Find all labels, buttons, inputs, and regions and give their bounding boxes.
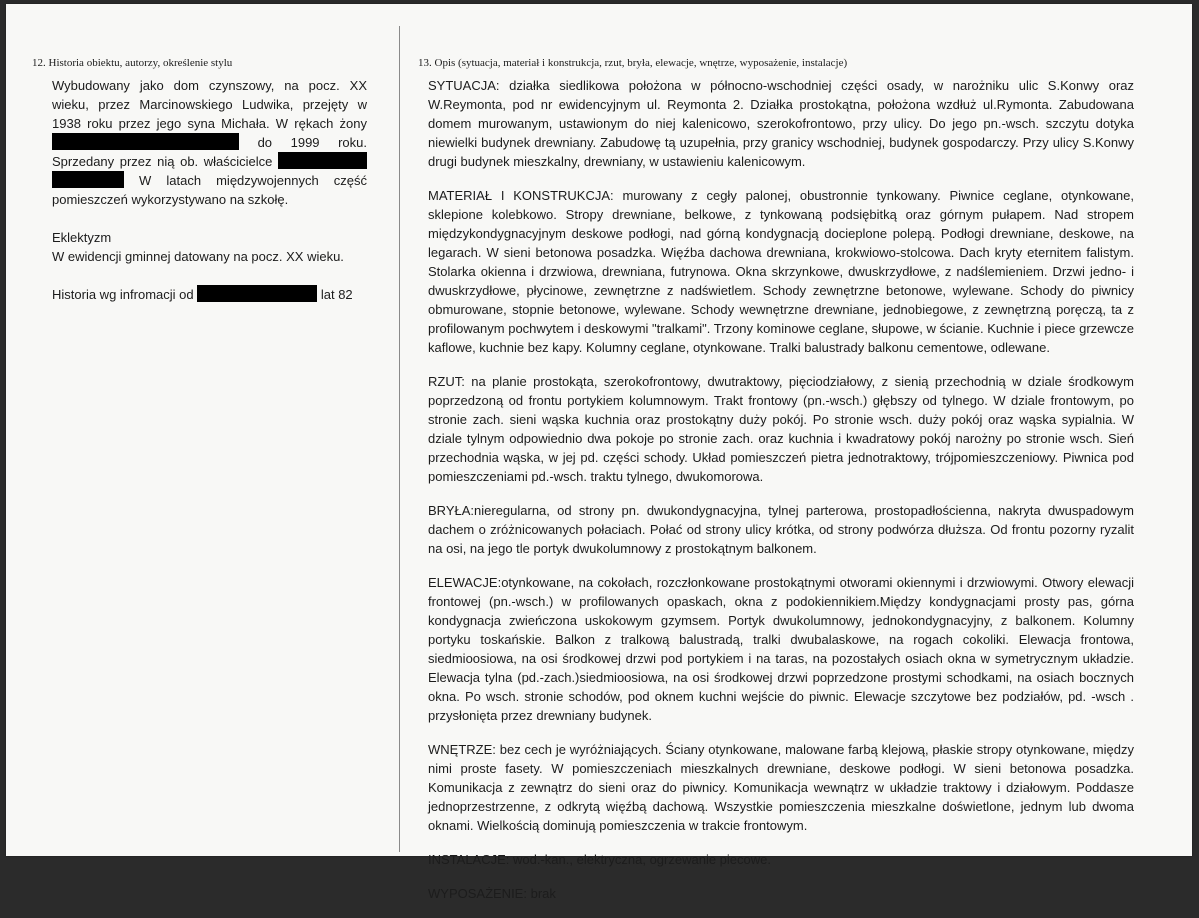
style-text: W ewidencji gminnej datowany na pocz. XX wieku.: [52, 249, 344, 264]
redaction-box: [197, 285, 317, 302]
section-heading: SYTUACJA:: [428, 78, 500, 93]
style-paragraph: [52, 228, 367, 266]
history-text-1: Wybudowany jako dom czynszowy, na pocz. XX wieku, przez Marcinowskiego Ludwika, przejęty w 1938 roku przez jego syna Michała. W rękach żony: [52, 78, 367, 131]
section-heading: INSTALACJE:: [428, 852, 510, 867]
section-heading: ELEWACJE:: [428, 575, 502, 590]
description-title: 13. Opis (sytuacja, materiał i konstrukcja, rzut, bryła, elewacje, wnętrze, wyposażenie, instalacje): [418, 57, 848, 69]
history-title: 12. Historia obiektu, autorzy, określenie stylu: [32, 57, 233, 69]
source-paragraph: [52, 285, 367, 304]
section-text: wod.-kan., elektryczna, ogrzewanie piecowe.: [513, 852, 771, 867]
section-elevations: [428, 573, 1134, 725]
style-label: Eklektyzm: [52, 230, 112, 245]
section-text: brak: [530, 886, 556, 901]
history-body: [52, 76, 367, 304]
source-prefix: Historia wg infromacji od: [52, 287, 194, 302]
section-installations: [428, 850, 1134, 869]
section-text: na planie prostokąta, szerokofrontowy, dwutraktowy, pięciodziałowy, z sienią przechodnią w dziale środkowym poprzedzoną od frontu portykiem kolumnowym. Trakt frontowy (pn.-wsch.) głębszy od tylnego. W dziale frontowym, po stronie zach. sieni wąska kuchnia oraz prostokątny duży pokój. Po stronie wsch. duży pokój oraz wąska sypialnia. W dziale tylnym odpowiednio dwa pokoje po stronie zach. oraz kuchnia i kwadratowy pokój narożny po stronie wsch. Sień przechodnia wąska, w jej pd. części schody. Układ pomieszczeń pietra jednotraktowy, trójpomieszczeniowy. Piwnica pod pomieszczeniami pd.-wsch. traktu tylnego, dwukomorowa.: [428, 374, 1134, 484]
section-text: działka siedlikowa położona w północno-wschodniej części osady, w narożniku ulic S.Konwy oraz W.Reymonta, pod nr ewidencyjnym ul. Reymonta 2. Działka prostokątna, położona wzdłuż ul.Rymonta. Zabudowana domem murowanym, ustawionym do niej kalenicowo, szerokofrontowo, przy ulicy. Do jego pn.-wsch. szczytu dotyka niewielki budynek drewniany. Zabudowę tą uzupełnia, przy granicy wschodniej, budynek gospodarczy. Przy ulicy S.Konwy drugi budynek mieszkalny, drewniany, w ustawieniu kalenicowym.: [428, 78, 1134, 169]
section-heading: RZUT:: [428, 374, 465, 389]
source-suffix: lat 82: [320, 287, 353, 302]
description-body: [428, 76, 1134, 903]
document-sheet: [6, 4, 1192, 901]
section-material: [428, 186, 1134, 357]
section-heading: WNĘTRZE:: [428, 742, 496, 757]
section-heading: WYPOSAŻENIE:: [428, 886, 527, 901]
history-text-2: do 1999 roku. Sprzedany przez nią ob. właścicielce: [52, 135, 367, 169]
description-column: [418, 56, 1134, 918]
section-text: otynkowane, na cokołach, rozczłonkowane prostokątnymi otworami okiennymi i drzwiowymi. Otwory elewacji frontowej (pn.-wsch.) w profilowanych opaskach, okna z podokiennikiem.Między kondygnacjami prosty pas, górna kondygnacja zwieńczona uskokowym gzymsem. Portyk dwukolumnowy, jednokondygnacyjny, z balkonem. Kolumny portyku toskańskie. Balkon z tralkową balustradą, tralki dwubalaskowe, na rogach cokoliki. Elewacja frontowa, siedmioosiowa, na osi środkowej drzwi pod portykiem i na taras, na pozostałych osiach okna w symetrycznym układzie. Elewacja tylna (pd.-zach.)siedmioosiowa, na osi środkowej drzwi poprzedzone prostymi schodkami, na osiach bocznych okna. Po wsch. stronie schodów, pod oknem kuchni wejście do piwnic. Elewacje szczytowe bez podziałów, pd. -wsch . przysłonięta przez drewniany budynek.: [428, 575, 1134, 723]
redaction-box: [278, 152, 367, 169]
section-form: [428, 501, 1134, 558]
section-text: nieregularna, od strony pn. dwukondygnacyjna, tylnej parterowa, prostopadłościenna, nakryta dwuspadowym dachem o zróżnicowanych połaciach. Połać od strony ulicy krótka, od strony podwórza dłuższa. Od frontu pozorny ryzalit na osi, na jego tle portyk dwukolumnowy z prostokątnym balkonem.: [428, 503, 1134, 556]
history-text-3: W latach międzywojennych część pomieszczeń wykorzystywano na szkołę.: [52, 173, 367, 207]
section-heading: MATERIAŁ I KONSTRUKCJA:: [428, 188, 614, 203]
section-text: murowany z cegły palonej, obustronnie tynkowany. Piwnice ceglane, otynkowane, sklepione kolebkowo. Stropy drewniane, belkowe, z tynkowaną podsiębitką oraz górnym pułapem. Nad stropem międzykondygnacyjnym deskowe podłogi, nad górną kondygnacją docieplone polepą. Podłogi drewniane, deskowe, na legarach. W sieni betonowa posadzka. Więźba dachowa drewniana, krokwiowo-stolcowa. Dach kryty eternitem falistym. Stolarka okienna i drzwiowa, drewniana, futrynowa. Okna skrzynkowe, dwuskrzydłowe, z nadślemieniem. Drzwi jedno- i dwuskrzydłowe, płycinowe, zewnętrzne z nadświetlem. Schody zewnętrzne betonowe, wylewane. Schody do piwnicy obmurowane, stopnie betonowe, wylewane. Schody wewnętrzne drewniane, jednobiegowe, z zewnętrzną poręczą, ta z profilowanym pochwytem i deskowymi "tralkami". Trzony kominowe ceglane, słupowe, w ścianie. Kuchnie i piece grzewcze kaflowe, kuchnie bez kapy. Kolumny ceglane, otynkowane. Tralki balustrady balkonu cementowe, odlewane.: [428, 188, 1134, 355]
redaction-box: [52, 171, 124, 188]
redaction-box: [52, 133, 239, 150]
section-text: bez cech je wyróżniających. Ściany otynkowane, malowane farbą klejową, płaskie stropy otynkowane, między nimi proste fasety. W pomieszczeniach mieszkalnych drewniane, deskowe podłogi. W sieni betonowa posadzka. Komunikacja z zewnątrz do sieni oraz do piwnicy. Komunikacja wewnątrz w układzie traktowy i działowym. Poddasze jednoprzestrzenne, z odkrytą więźbą dachową. Wszystkie pomieszczenia mieszkalne doświetlone, jednym lub dwoma oknami. Wielkością dominują pomieszczenia w trakcie frontowym.: [428, 742, 1134, 833]
history-paragraph: [52, 76, 367, 209]
column-divider: [399, 26, 400, 852]
history-column: [32, 56, 367, 323]
section-heading: BRYŁA:: [428, 503, 475, 518]
section-equipment: [428, 884, 1134, 903]
section-plan: [428, 372, 1134, 486]
section-situation: [428, 76, 1134, 171]
section-interior: [428, 740, 1134, 835]
